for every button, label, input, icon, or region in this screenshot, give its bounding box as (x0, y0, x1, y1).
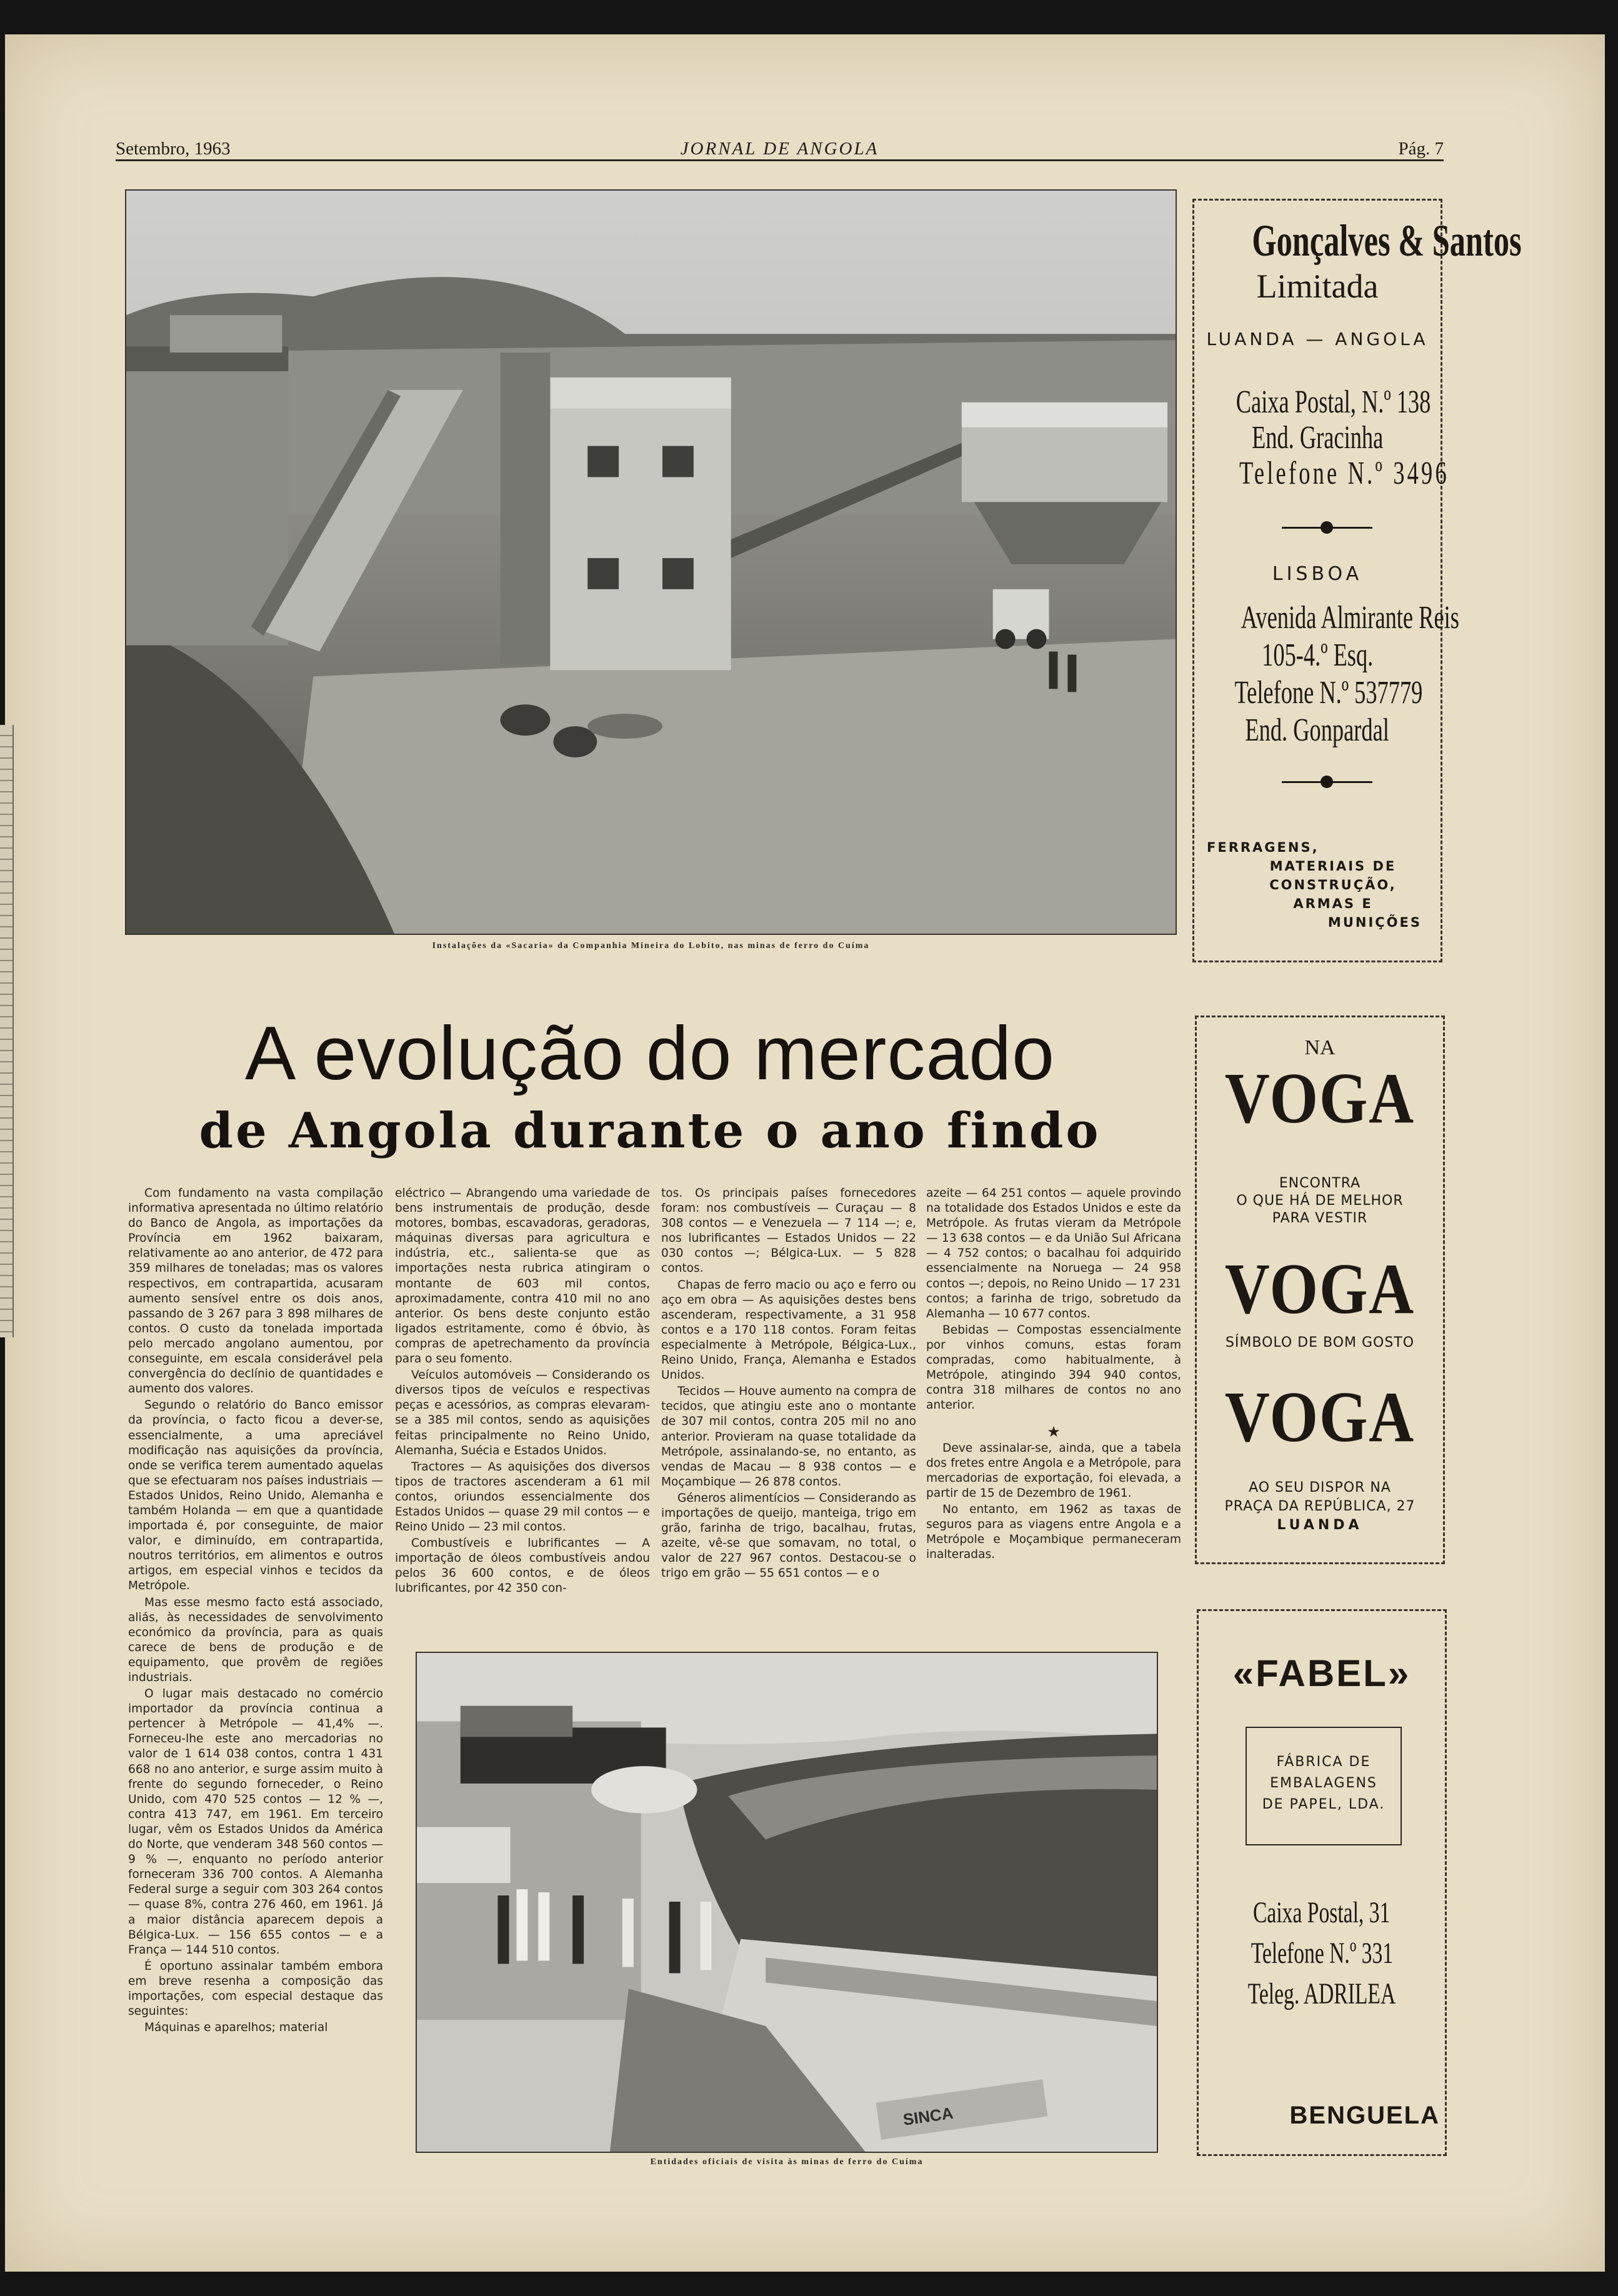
issue-date: Setembro, 1963 (116, 139, 231, 159)
paragraph: Mas esse mesmo facto está associado, aliás, às necessidades de senvolvimento económico da província, para as quais carece de bens de produção e de equipamento, que provêm de regiões industriais. (128, 1595, 383, 1684)
lisbon-floor: 105-4.º Esq. (1261, 637, 1374, 673)
page-number: Pág. 7 (1398, 139, 1444, 159)
paragraph: Tractores — As aquisições dos diversos tipos de tractores ascenderam a 61 mil contos, oriundos essencialmente dos Estados Unidos — quase 29 mil contos — e Reino Unido — 23 mil contos. (395, 1460, 650, 1534)
paragraph: Deve assinalar-se, ainda, que a tabela dos fretes entre Angola e a Metrópole, para mercadorias de exportação, foi elevada, a partir de 15 de Dezembro de 1961. (926, 1441, 1181, 1500)
article-column-3 (661, 1186, 916, 1642)
product-line: ARMAS E (1293, 896, 1373, 911)
luanda-postbox: Caixa Postal, N.º 138 (1236, 384, 1431, 420)
officials-visit-photo (416, 1652, 1158, 2153)
machine-label: SINCA (902, 2104, 955, 2129)
product-line: MATERIAIS DE (1269, 859, 1397, 874)
lisbon-label: LISBOA (1272, 563, 1363, 585)
paragraph: Máquinas e aparelhos; material (144, 2021, 328, 2035)
company-subtitle: Limitada (1256, 267, 1379, 305)
page-header (116, 136, 1444, 161)
voga-slogan-line: ENCONTRA (1279, 1175, 1361, 1191)
paragraph: Géneros alimentícios — Considerando as importações de queijo, manteiga, trigo em grão, farinha de trigo, bacalhau, frutas, azeite, vê-se que somavam, no total, o valor de 227 967 contos. Destacou-se o trigo em grão — 55 651 contos — e o (661, 1491, 916, 1580)
luanda-telegram: End. Gracinha (1251, 420, 1384, 456)
voga-address-line: LUANDA (1277, 1517, 1363, 1533)
fabel-name: «FABEL» (1232, 1652, 1411, 1694)
mine-facility-photo (125, 189, 1177, 935)
paragraph: Segundo o relatório do Banco emissor da província, o facto ficou a dever-se, essencialmente, a uma apreciável modificação nas aquisições da província, onde se verifica terem aumentado aquelas que se efectuaram nos países industriais — Estados Unidos, Reino Unido, Alemanha e também Holanda — em que a quantidade importada é, por conseguinte, de maior valor, e diminuído, em contrapartida, noutros territórios, em alimentos e outros artigos, em especial vinhos e tecidos da Metrópole. (128, 1399, 383, 1593)
top-photo-caption: Instalações da «Sacaria» da Companhia Mineira do Lobito, nas minas de ferro do Cuíma (432, 941, 870, 951)
lisbon-telegram: End. Gonpardal (1245, 712, 1390, 748)
paragraph: azeite — 64 251 contos — aquele provindo na totalidade dos Estados Unidos e este da Metrópole. As frutas vieram da Metrópole — 13 638 contos — e da União Sul Africana — 4 752 contos; o bacalhau foi adquirido essencialmente na Noruega — 24 958 contos —; depois, no Reino Unido — 17 231 contos; a farinha de trigo, sobretudo da Alemanha — 10 677 contos. (926, 1187, 1181, 1320)
ornament-divider (1282, 518, 1372, 537)
fabel-postbox: Caixa Postal, 31 (1253, 1896, 1391, 1929)
voga-slogan-line: SÍMBOLO DE BOM GOSTO (1225, 1335, 1415, 1350)
lisbon-phone: Telefone N.º 537779 (1234, 675, 1423, 711)
voga-brand: VOGA (1224, 1377, 1416, 1457)
paragraph: Bebidas — Compostas essencialmente por vinhos comuns, estas foram compradas, como habitualmente, à Metrópole, atingindo 394 940 contos, contra 318 milhares de contos no ano anterior. (926, 1323, 1181, 1412)
voga-slogan-line: PARA VESTIR (1272, 1210, 1368, 1226)
voga-na: NA (1304, 1036, 1336, 1059)
fabel-box (1246, 1727, 1402, 1845)
product-line: MUNIÇÕES (1327, 915, 1422, 930)
ornament-divider (1282, 772, 1372, 791)
star-separator: ★ (1047, 1423, 1061, 1441)
newspaper-title: JORNAL DE ANGOLA (680, 139, 879, 159)
article-column-2 (395, 1186, 650, 1642)
voga-slogan-line: O QUE HÁ DE MELHOR (1236, 1193, 1404, 1209)
bottom-photo-caption: Entidades oficiais de visita às minas de ferro do Cuíma (650, 2157, 924, 2167)
ad-voga (1195, 1016, 1445, 1564)
article-column-4 (926, 1186, 1181, 1642)
article-subheadline: de Angola durante o ano findo (199, 1102, 1101, 1159)
paragraph: Combustíveis e lubrificantes — A importação de óleos combustíveis andou pelos 36 600 contos, e de óleos lubrificantes, por 42 350 con- (395, 1537, 650, 1595)
paragraph: Com fundamento na vasta compilação informativa apresentada no último relatório do Banco de Angola, as importações da Província em 1962 baixaram, relativamente ao ano anterior, de 472 para 359 milhares de toneladas; mas os valores respectivos, em contrapartida, acusaram aumento sensível entre os dois anos, passando de 3 267 para 3 898 milhares de contos. O custo da tonelada importada pelo mercado angolano aumentou, por conseguinte, em escala considerável pela convergência do declínio de quantidades e aumento dos valores. (128, 1187, 383, 1396)
fabel-city: BENGUELA (1289, 2102, 1440, 2129)
product-line: FERRAGENS, (1207, 840, 1319, 855)
paragraph: Chapas de ferro macio ou aço e ferro ou aço em obra — As aquisições destes bens ascenderam, respectivamente, a 31 958 contos e a 170 118 contos. Foram feitas especialmente à Metrópole, Bélgica-Lux., Reino Unido, França, Alemanha e Estados Unidos. (661, 1278, 916, 1382)
paragraph: É oportuno assinalar também embora em breve resenha a composição das importações, com especial destaque das seguintes: (128, 1959, 383, 2019)
company-location: LUANDA — ANGOLA (1206, 329, 1429, 349)
voga-address-line: PRAÇA DA REPÚBLICA, 27 (1224, 1499, 1416, 1514)
paragraph: tos. Os principais países fornecedores foram: nos combustíveis — Curaçau — 8 308 contos — e Venezuela — 7 114 —; e, nos lubrificantes — Estados Unidos — 22 030 contos —; Bélgica-Lux. — 5 828 contos. (661, 1187, 916, 1275)
paragraph: Veículos automóveis — Considerando os diversos tipos de veículos e respectivas peças e acessórios, as compras elevaram-se a 385 mil contos, sendo as aquisições feitas principalmente no Reino Unido, Alemanha, Suécia e Estados Unidos. (395, 1369, 650, 1457)
fabel-phone: Telefone N.º 331 (1251, 1937, 1393, 1970)
fabel-box-line: DE PAPEL, LDA. (1262, 1797, 1386, 1812)
lisbon-address: Avenida Almirante Reis (1241, 600, 1459, 636)
paragraph: No entanto, em 1962 as taxas de seguros para as viagens entre Angola e a Metrópole e Moçambique permaneceram inalteradas. (926, 1502, 1181, 1562)
fabel-box-line: FÁBRICA DE (1276, 1754, 1371, 1770)
voga-brand: VOGA (1224, 1249, 1416, 1329)
ad-fabel (1197, 1609, 1447, 2156)
voga-address-line: AO SEU DISPOR NA (1249, 1480, 1391, 1495)
company-name: Gonçalves & Santos (1252, 216, 1522, 266)
product-line: CONSTRUÇÃO, (1269, 877, 1397, 892)
scale-ruler (0, 725, 14, 1337)
article-headline: A evolução do mercado (244, 1011, 1056, 1096)
paragraph: Tecidos — Houve aumento na compra de tecidos, que atingiu este ano o montante de 307 mil contos, contra 205 mil no ano anterior. Provieram na quase totalidade da Metrópole, assinalando-se, no entanto, as vendas de Macau — 8 938 contos — e Moçambique — 26 878 contos. (661, 1385, 916, 1489)
ad-goncalves-santos (1192, 199, 1522, 962)
fabel-box-line: EMBALAGENS (1270, 1775, 1377, 1791)
voga-brand: VOGA (1224, 1059, 1416, 1139)
paragraph: O lugar mais destacado no comércio importador da província continua a pertencer à Metrópole — 41,4% —. Forneceu-lhe este ano mercadorias no valor de 1 614 038 contos, contra 1 431 668 no ano anterior, e surge assim muito à frente do segundo forneceder, o Reino Unido, com 470 525 contos — 12 % —, contra 413 747, em 1961. Em terceiro lugar, vêm os Estados Unidos da América do Norte, que venderam 348 560 contos — 9 % —, enquanto no período anterior forneceram 336 700 contos. A Alemanha Federal surge a seguir com 303 264 contos — quase 8%, contra 276 460, em 1961. Já a maior distância aparecem depois a Bélgica-Lux. — 156 655 contos — e a França — 144 510 contos. (128, 1687, 383, 1957)
luanda-phone: Telefone N.º 3496 (1239, 456, 1449, 491)
paragraph: eléctrico — Abrangendo uma variedade de bens instrumentais de produção, desde motores, bombas, escavadoras, geradoras, máquinas diversas para agricultura e indústria, etc., salienta-se que as importações nesta rubrica atingiram o montante de 603 mil contos, aproximadamente, contra 410 mil no ano anterior. Os bens deste conjunto estão ligados estritamente, como é óbvio, às compras de apetrechamento da província para o seu fomento. (395, 1187, 650, 1366)
fabel-telegram: Teleg. ADRILEA (1247, 1977, 1396, 2010)
article-column-1 (128, 1186, 383, 2175)
